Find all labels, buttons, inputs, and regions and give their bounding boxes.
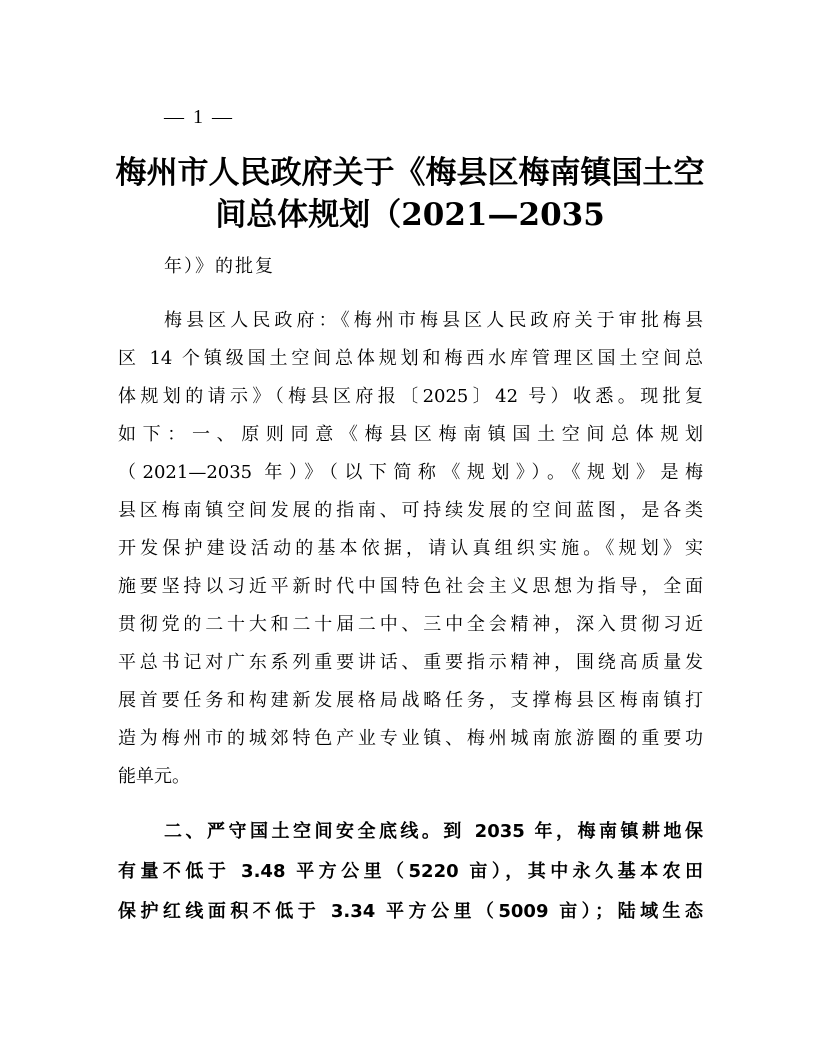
bold-body-line: 有量不低于 3.48 平方公里（5220 亩），其中永久基本农田 — [118, 861, 703, 882]
body-line: 能单元。 — [118, 766, 190, 787]
body-line: 如下：一、原则同意《梅县区梅南镇国土空间总体规划 — [118, 424, 703, 445]
body-line: 梅县区人民政府：《梅州市梅县区人民政府关于审批梅县 — [164, 310, 703, 331]
body-line: 展首要任务和构建新发展格局战略任务，支撑梅县区梅南镇打 — [118, 690, 703, 711]
document-title-line-2: 间总体规划（2021—2035 — [215, 197, 605, 233]
body-line: 体规划的请示》（梅县区府报〔2025〕42 号）收悉。现批复 — [118, 386, 703, 407]
body-line: 开发保护建设活动的基本依据，请认真组织实施。《规划》实 — [118, 538, 703, 559]
body-line: 区 14 个镇级国土空间总体规划和梅西水库管理区国土空间总 — [118, 348, 703, 369]
body-line: 平总书记对广东系列重要讲话、重要指示精神，围绕高质量发 — [118, 652, 703, 673]
bold-body-line: 二、严守国土空间安全底线。到 2035 年，梅南镇耕地保 — [164, 821, 703, 842]
body-line: 造为梅州市的城郊特色产业专业镇、梅州城南旅游圈的重要功 — [118, 728, 703, 749]
bold-body-line: 保护红线面积不低于 3.34 平方公里（5009 亩）；陆域生态 — [118, 901, 703, 922]
body-line: 贯彻党的二十大和二十届二中、三中全会精神，深入贯彻习近 — [118, 614, 703, 635]
body-line: （2021—2035 年）》（以下简称《规划》）。《规划》是梅 — [118, 462, 703, 483]
document-subtitle: 年）》的批复 — [164, 256, 275, 277]
body-line: 施要坚持以习近平新时代中国特色社会主义思想为指导，全面 — [118, 576, 703, 597]
document-title-line-1: 梅州市人民政府关于《梅县区梅南镇国土空 — [115, 155, 705, 191]
body-line: 县区梅南镇空间发展的指南、可持续发展的空间蓝图，是各类 — [118, 500, 703, 521]
page-number: — 1 — — [164, 106, 234, 128]
